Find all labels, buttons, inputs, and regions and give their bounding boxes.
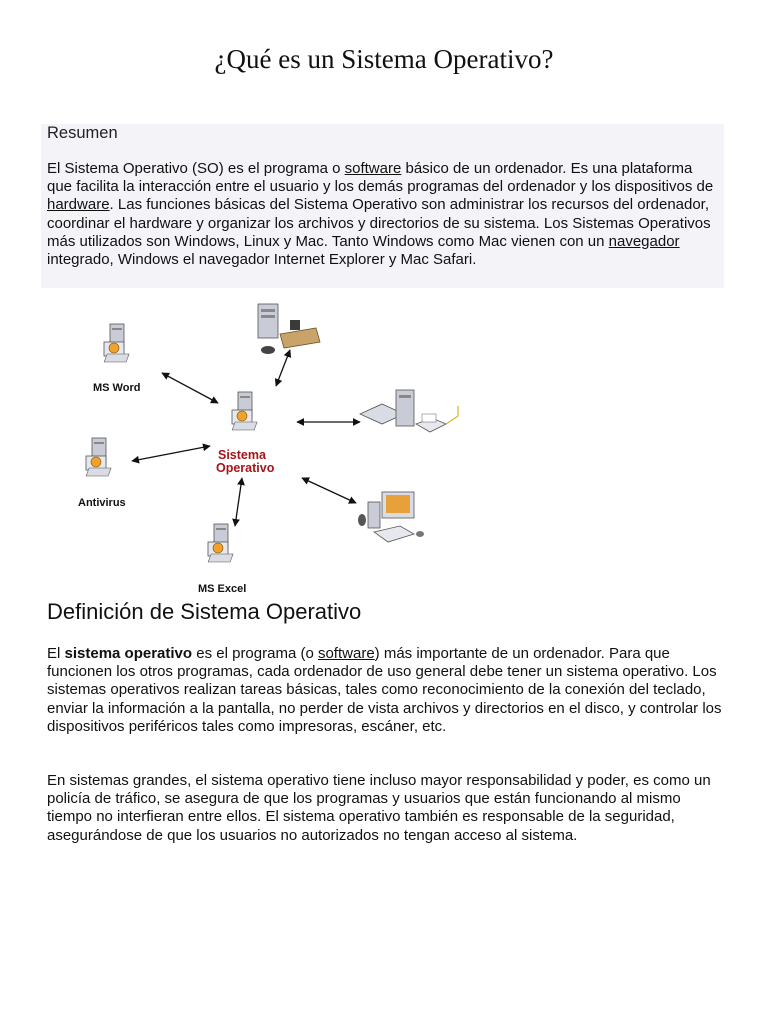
antivirus-node bbox=[78, 438, 126, 509]
text-part: El bbox=[47, 645, 65, 662]
mouse-icon bbox=[416, 531, 424, 537]
definition-paragraph-1 bbox=[47, 645, 727, 736]
arrow-workstation bbox=[302, 478, 356, 503]
computer-icon bbox=[232, 392, 257, 430]
summary-text-part: básico de un ordenador. Es una plataforma que facilita la interacción entre el usuario y los demás programas del ordenador y los dispositivos de bbox=[47, 160, 714, 196]
ms-excel-node bbox=[198, 524, 246, 595]
summary-box bbox=[41, 124, 724, 288]
definition-heading: Definición de Sistema Operativo bbox=[47, 599, 362, 624]
computer-icon bbox=[86, 438, 111, 476]
circuit-board-icon bbox=[280, 328, 320, 348]
keyboard-icon bbox=[374, 526, 414, 542]
os-label-line2: Operativo bbox=[216, 461, 275, 475]
summary-heading: Resumen bbox=[47, 124, 118, 142]
speaker-icon bbox=[358, 514, 366, 526]
document-title: ¿Qué es un Sistema Operativo? bbox=[214, 44, 554, 74]
text-part: ) más importante de un ordenador. Para que funcionen los otros programas, cada ordenador de uso general debe tener un sistema operativo. Los sistemas operativos realizan tareas básicas, tales como reconocimiento de la conexión del teclado, enviar la información a la pantalla, no perder de vista archivos y directorios en el disco, y controlar los dispositivos periféricos tales como impresoras, escáner, etc. bbox=[47, 645, 722, 735]
ms-word-node bbox=[93, 324, 140, 394]
software-link[interactable]: software bbox=[344, 160, 402, 177]
ms-word-label: MS Word bbox=[93, 382, 141, 394]
definition-paragraph-2: En sistemas grandes, el sistema operativo tiene incluso mayor responsabilidad y poder, es como un policía de tráfico, se asegura de que los programas y usuarios que están funcionando al mismo tiempo no interfieran entre ellos. El sistema operativo también es responsable de la seguridad, asegurándose de que los usuarios no autorizados no tengan acceso al sistema. bbox=[47, 772, 711, 844]
text-part: es el programa (o bbox=[192, 645, 318, 662]
antivirus-label: Antivirus bbox=[78, 497, 126, 509]
arrow-server bbox=[276, 350, 290, 386]
computer-icon bbox=[208, 524, 233, 562]
arrow-antivirus bbox=[132, 446, 210, 461]
navegador-link[interactable]: navegador bbox=[608, 232, 680, 250]
summary-text-part: . Las funciones básicas del Sistema Operativo son administrar los recursos del ordenador, coordinar el hardware y organizar los archivos y directorios de su sistema. Los Sistemas Operativos más utilizados son Windows, Linux y Mac. Tanto Windows como Mac vienen con un bbox=[47, 196, 711, 250]
bold-term: sistema operativo bbox=[64, 645, 193, 662]
hardware-link[interactable]: hardware bbox=[47, 196, 110, 214]
arrow-word bbox=[162, 373, 218, 403]
computer-icon bbox=[104, 324, 129, 362]
summary-text-part: El Sistema Operativo (SO) es el programa o bbox=[47, 160, 345, 177]
peripherals-node bbox=[360, 390, 458, 432]
software-link-2[interactable]: software bbox=[317, 645, 375, 662]
os-label-line1: Sistema bbox=[218, 448, 266, 462]
os-diagram bbox=[70, 298, 490, 598]
server-node bbox=[258, 304, 320, 354]
summary-text-part: integrado, Windows el navegador Internet Explorer y Mac Safari. bbox=[47, 251, 477, 269]
workstation-node bbox=[358, 492, 424, 542]
ms-excel-label: MS Excel bbox=[198, 583, 247, 595]
disk-icon bbox=[261, 346, 275, 354]
arrow-excel bbox=[235, 478, 242, 526]
os-center-node bbox=[216, 392, 275, 475]
summary-text bbox=[47, 160, 719, 269]
